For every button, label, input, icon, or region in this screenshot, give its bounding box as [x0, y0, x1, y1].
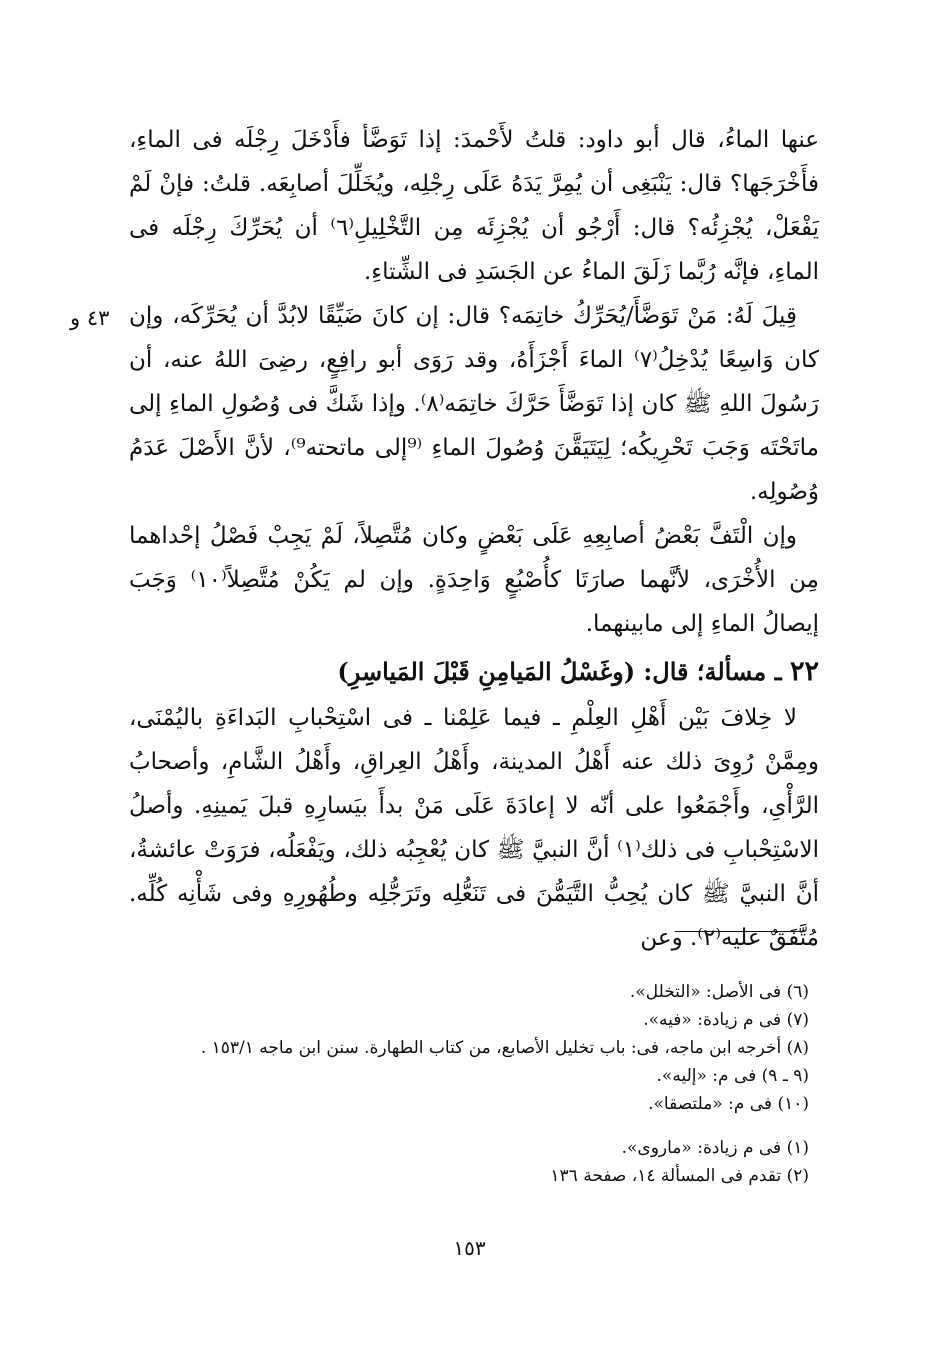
main-text: [129, 118, 819, 960]
section-title: ـ مسألة؛ قال: (وغَسْلُ المَيامِنِ قَبْلَ المَياسِرِ): [337, 657, 782, 686]
paragraph-1: عنها الماءُ، قال أبو داود: قلتُ لأَحْمدَ: إذا تَوَضَّأ فأَدْخَلَ رِجْلَه فى الماءِ، فأَخْرَجَها؟ قال: يَنْبَغِى أن يُمِرَّ يَدَهُ عَلَى رِجْلِه، ويُخَلِّلَ أصابِعَه. قلتُ: فإنْ لَمْ يَفْعَلْ، يُجْزِئُه؟ قال: أَرْجُو أن يُجْزِئَه مِن التَّخْلِيلِ⁽٦⁾ أن يُحَرِّكَ رِجْلَه فى الماءِ، فإنَّه رُبَّما زَلَقَ الماءُ عن الجَسَدِ فى الشِّتاءِ.: [129, 127, 819, 285]
footnote-9: (٩ ـ ٩) فى م: «إليه».: [656, 1066, 809, 1086]
footnote-10: (١٠) فى م: «ملتصقا».: [648, 1094, 809, 1114]
page-number: ١٥٣: [453, 1236, 486, 1260]
paragraph-3: وإن الْتَفَّ بَعْضُ أصابِعِهِ عَلَى بَعْضٍ وكان مُتَّصِلاً، لَمْ يَجِبْ فَصْلُ إحْداهما مِن الأُخْرَى، لأنَّهما صارَتَا كأُصْبُعٍ وَاحِدَةٍ. وإن لم يَكُنْ مُتَّصِلاً⁽١٠⁾ وَجَبَ إيصالُ الماءِ إلى مابينهما.: [129, 523, 819, 637]
footnote-2: (٢) تقدم فى المسألة ١٤، صفحة ١٣٦: [550, 1166, 809, 1186]
footnotes: [119, 978, 809, 1190]
paragraph-2: قِيلَ لَهُ: مَنْ تَوَضَّأَ/يُحَرِّكُ خاتِمَه؟ قال: إن كانَ ضَيِّقًا لابُدَّ أن يُحَرِّكَه، وإن كان وَاسِعًا يُدْخِلُ⁽٧⁾ الماءَ أَجْزَأَهُ، وقد رَوَى أبو رافِعٍ، رضِىَ اللهُ عنه، أن رَسُولَ اللهِ ﷺ كان إذا تَوَضَّأَ حَرَّكَ خاتِمَه⁽٨⁾. وإذا شَكَّ فى وُصُولِ الماءِ إلى ماتَحْتَه وَجَبَ تَحْرِيكُه؛ لِيَتَيَقَّنَ وُصُولَ الماءِ ⁽⁹إلى ماتحته⁹⁾، لأنَّ الأَصْلَ عَدَمُ وُصُولِه.: [129, 303, 819, 505]
paragraph-4: لا خِلافَ بَيْن أَهْلِ العِلْمِ ـ فيما عَلِمْنا ـ فى اسْتِحْبابِ البَداءَةِ باليُمْنَى، ومِمَّنْ رُوِىَ ذلك عنه أَهْلُ المدينة، وأَهْلُ العِراقِ، وأَهْلُ الشَّامِ، وأصحابُ الرَّأْىِ، وأَجْمَعُوا على أنّه لا إعادَةَ عَلَى مَنْ بدأَ بيَسارِهِ قبلَ يَمينِهِ. وأصلُ الاسْتِحْبابِ فى ذلك⁽١⁾ أنَّ النبيَّ ﷺ كان يُعْجِبُه ذلك، ويَفْعَلُه، فرَوَتْ عائشةُ، أنَّ النبيَّ ﷺ كان يُحِبُّ التَّيَمُّنَ فى تَنَعُّلِه وتَرَجُّلِه وطُهُورِهِ وفى شَأْنِه كُلِّه. مُتَّفَقٌ عليه⁽٢⁾. وعن: [129, 705, 819, 951]
section-number: ٢٢: [789, 656, 819, 687]
footnote-7: (٧) فى م زيادة: «فيه».: [643, 1010, 809, 1030]
section-heading: [129, 650, 819, 694]
footnote-gap: [119, 1118, 809, 1134]
footnote-8: (٨) أخرجه ابن ماجه، فى: باب تخليل الأصابع، من كتاب الطهارة. سنن ابن ماجه ١٥٣/١ .: [200, 1038, 809, 1058]
manuscript-folio-marker: ٤٣ و: [70, 306, 110, 330]
footnote-separator: [675, 931, 805, 932]
footnote-6: (٦) فى الأصل: «التخلل».: [629, 982, 809, 1002]
footnote-1: (١) فى م زيادة: «ماروى».: [621, 1138, 809, 1158]
